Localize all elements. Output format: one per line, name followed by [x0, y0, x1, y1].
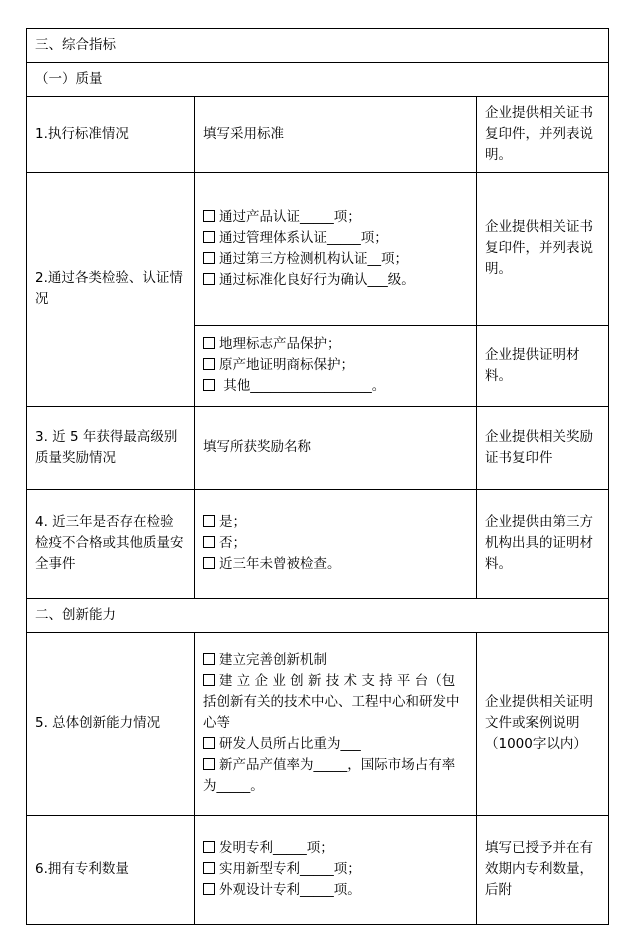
table-row-section-heading	[27, 29, 609, 63]
row-note-standards: 企业提供相关证书复印件，并列表说明。	[477, 96, 609, 172]
table-row	[27, 489, 609, 598]
table-row	[27, 172, 609, 325]
checkbox-option[interactable]	[203, 270, 468, 291]
comprehensive-indicators-table	[26, 28, 609, 925]
checkbox-option[interactable]	[203, 207, 468, 228]
row-label-quality-incidents: 4. 近三年是否存在检验检疫不合格或其他质量安全事件	[27, 489, 195, 598]
row-note-patent-count: 填写已授予并在有效期内专利数量，后附	[477, 815, 609, 924]
checkbox-icon[interactable]	[203, 515, 215, 527]
option-label: 近三年未曾被检查。	[219, 556, 341, 573]
option-label: 研发人员所占比重为___	[219, 735, 361, 752]
row-options-quality-incidents	[195, 489, 477, 598]
table-row	[27, 406, 609, 489]
option-label: 通过产品认证_____项；	[219, 208, 361, 225]
row-label-quality-awards: 3. 近 5 年获得最高级别质量奖励情况	[27, 406, 195, 489]
checkbox-option[interactable]	[203, 755, 468, 797]
section-title-comprehensive: 三、综合指标	[27, 29, 609, 63]
checkbox-icon[interactable]	[203, 252, 215, 264]
checkbox-option[interactable]	[203, 650, 468, 671]
checkbox-icon[interactable]	[203, 210, 215, 222]
checkbox-icon[interactable]	[203, 536, 215, 548]
checkbox-icon[interactable]	[203, 841, 215, 853]
row-content-standards: 填写采用标准	[195, 96, 477, 172]
checkbox-icon[interactable]	[203, 337, 215, 349]
row-label-innovation-capability: 5. 总体创新能力情况	[27, 632, 195, 815]
row-options-geo-protection	[195, 325, 477, 406]
checkbox-icon[interactable]	[203, 273, 215, 285]
checkbox-icon[interactable]	[203, 557, 215, 569]
checkbox-icon[interactable]	[203, 358, 215, 370]
option-label: 发明专利_____项；	[219, 840, 334, 857]
checkbox-option[interactable]	[203, 512, 468, 533]
row-note-quality-incidents: 企业提供由第三方机构出具的证明材料。	[477, 489, 609, 598]
row-note-geo-protection: 企业提供证明材料。	[477, 325, 609, 406]
option-label: 是；	[219, 514, 246, 531]
subsection-title-innovation: 二、创新能力	[27, 598, 609, 632]
checkbox-option[interactable]	[203, 838, 468, 859]
option-label: 新产品产值率为_____，国际市场占有率为_____。	[203, 756, 456, 794]
checkbox-icon[interactable]	[203, 231, 215, 243]
option-label: 通过第三方检测机构认证__项；	[219, 250, 408, 267]
option-label: 其他__________________。	[219, 378, 386, 395]
checkbox-option[interactable]	[203, 859, 468, 880]
checkbox-option[interactable]	[203, 554, 468, 575]
checkbox-icon[interactable]	[203, 737, 215, 749]
checkbox-icon[interactable]	[203, 883, 215, 895]
row-note-innovation-capability: 企业提供相关证明文件或案例说明（1000字以内）	[477, 632, 609, 815]
option-label: 地理标志产品保护；	[219, 336, 341, 353]
checkbox-option[interactable]	[203, 734, 468, 755]
subsection-title-quality: （一）质量	[27, 62, 609, 96]
option-label: 否；	[219, 535, 246, 552]
checkbox-option[interactable]	[203, 334, 468, 355]
row-content-quality-awards: 填写所获奖励名称	[195, 406, 477, 489]
option-label: 通过标准化良好行为确认___级。	[219, 271, 415, 288]
checkbox-icon[interactable]	[203, 379, 215, 391]
checkbox-option[interactable]	[203, 533, 468, 554]
checkbox-option[interactable]	[203, 880, 468, 901]
row-label-patent-count: 6.拥有专利数量	[27, 815, 195, 924]
checkbox-option[interactable]	[203, 376, 468, 397]
option-label: 建立完善创新机制	[219, 652, 327, 669]
checkbox-option[interactable]	[203, 249, 468, 270]
row-options-patent-count	[195, 815, 477, 924]
checkbox-option[interactable]	[203, 671, 468, 734]
table-row	[27, 96, 609, 172]
option-label: 通过管理体系认证_____项；	[219, 229, 388, 246]
table-row-subsection-heading	[27, 598, 609, 632]
checkbox-option[interactable]	[203, 228, 468, 249]
table-row	[27, 815, 609, 924]
checkbox-icon[interactable]	[203, 862, 215, 874]
option-label: 建 立 企 业 创 新 技 术 支 持 平 台（包括创新有关的技术中心、工程中心和研发中心等	[203, 673, 460, 732]
checkbox-icon[interactable]	[203, 758, 215, 770]
option-label: 实用新型专利_____项；	[219, 861, 361, 878]
table-row	[27, 632, 609, 815]
row-label-standards: 1.执行标准情况	[27, 96, 195, 172]
checkbox-icon[interactable]	[203, 653, 215, 665]
option-label: 外观设计专利_____项。	[219, 881, 361, 898]
row-note-quality-awards: 企业提供相关奖励证书复印件	[477, 406, 609, 489]
row-options-certifications	[195, 172, 477, 325]
option-label: 原产地证明商标保护；	[219, 357, 354, 374]
checkbox-option[interactable]	[203, 355, 468, 376]
row-note-certifications: 企业提供相关证书复印件，并列表说明。	[477, 172, 609, 325]
row-options-innovation-capability	[195, 632, 477, 815]
row-label-certifications: 2.通过各类检验、认证情况	[27, 172, 195, 406]
checkbox-icon[interactable]	[203, 674, 215, 686]
table-row-subsection-heading	[27, 62, 609, 96]
